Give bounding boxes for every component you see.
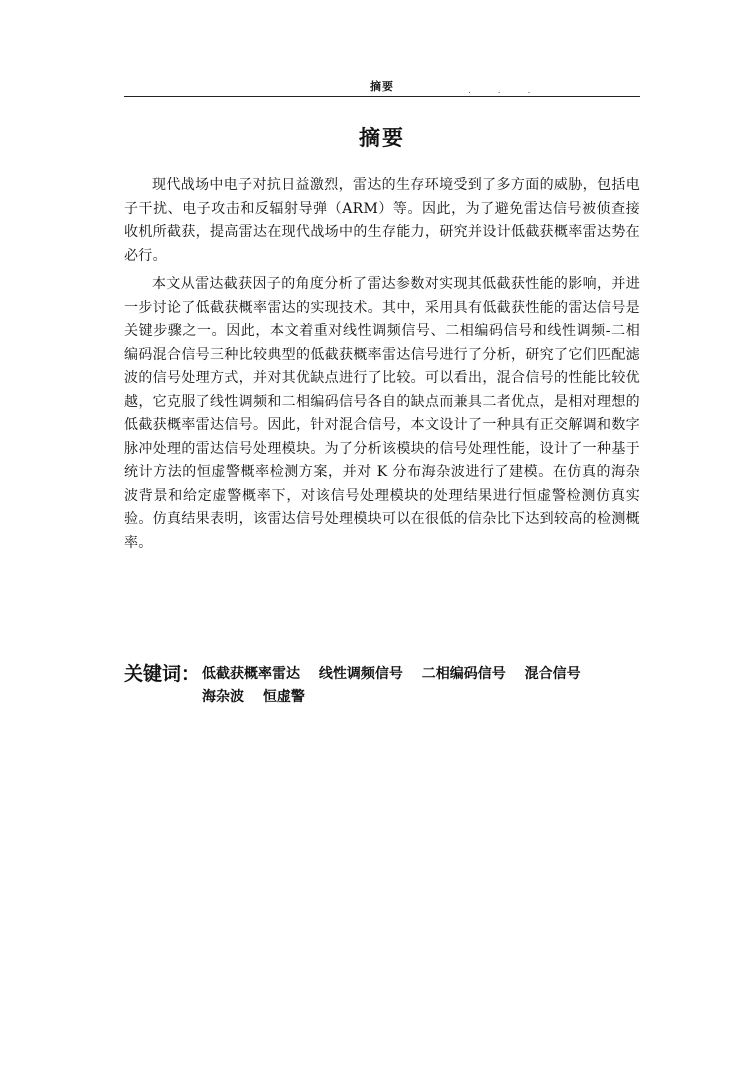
header-rule <box>124 96 640 97</box>
header-dots-decoration: . . . <box>468 86 543 96</box>
keyword-item: 海杂波 <box>202 689 244 705</box>
keyword-item: 低截获概率雷达 <box>202 666 300 682</box>
keywords-label: 关键词： <box>124 663 201 685</box>
keyword-item: 恒虚警 <box>262 689 305 705</box>
keywords-list <box>202 663 642 709</box>
page-title: 摘要 <box>359 126 405 150</box>
paragraph-2: 本文从雷达截获因子的角度分析了雷达参数对实现其低截获性能的影响，并进一步讨论了低截获概率雷达的实现技术。其中，采用具有低截获性能的雷达信号是关键步骤之一。因此，本文着重对线性调频信号、二相编码信号和线性调频-二相编码混合信号三种比较典型的低截获概率雷达信号进行了分析，研究了它们匹配滤波的信号处理方式，并对其优缺点进行了比较。可以看出，混合信号的性能比较优越，它克服了线性调频和二相编码信号各自的缺点而兼具二者优点，是相对理想的低截获概率雷达信号。因此，针对混合信号，本文设计了一种具有正交解调和数字脉冲处理的雷达信号处理模块。为了分析该模块的信号处理性能，设计了一种基于统计方法的恒虚警概率检测方案，并对 K 分布海杂波进行了建模。在仿真的海杂波背景和给定虚警概率下，对该信号处理模块的处理结果进行恒虚警检测仿真实验。仿真结果表明，该雷达信号处理模块可以在很低的信杂比下达到较高的检测概率。 <box>124 276 640 551</box>
paragraph-1: 现代战场中电子对抗日益激烈，雷达的生存环境受到了多方面的威胁，包括电子干扰、电子攻击和反辐射导弹（ARM）等。因此，为了避免雷达信号被侦查接收机所截获，提高雷达在现代战场中的生存能力，研究并设计低截获概率雷达势在必行。 <box>124 177 640 264</box>
keyword-item: 线性调频信号 <box>318 666 403 682</box>
abstract-body <box>124 174 640 560</box>
keyword-item: 二相编码信号 <box>421 666 506 682</box>
keyword-item: 混合信号 <box>524 666 581 682</box>
running-header: 摘要 <box>370 80 394 93</box>
